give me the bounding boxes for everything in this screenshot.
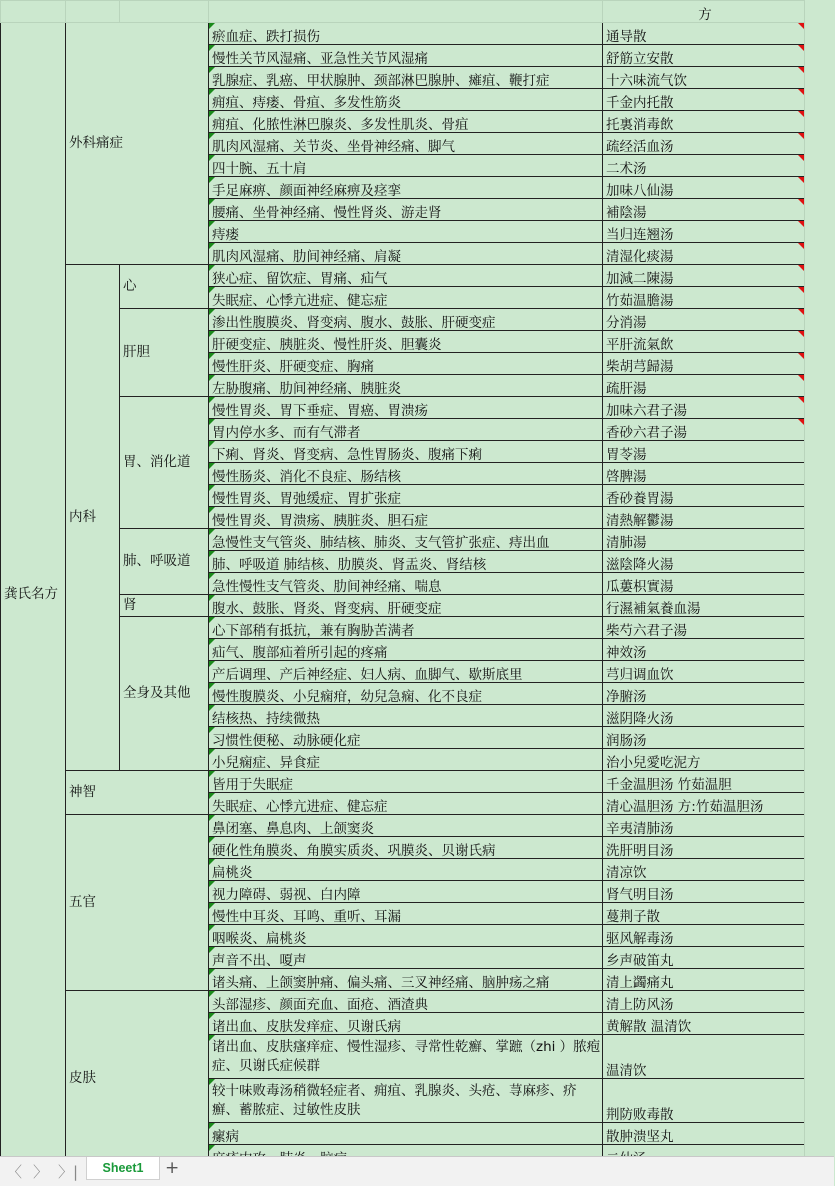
- subcategory-cell[interactable]: 肾: [120, 595, 209, 617]
- error-marker-icon: [209, 441, 215, 447]
- formula-cell[interactable]: [603, 89, 805, 111]
- error-marker-icon: [209, 727, 215, 733]
- symptom-cell[interactable]: [209, 705, 603, 727]
- symptom-text: 结核热、持续微热: [212, 710, 320, 727]
- symptom-text: 急性慢性支气管炎、肋间神经痛、喘息: [212, 578, 442, 595]
- formula-text: 千金内托散: [606, 94, 674, 111]
- symptom-text: 慢性腹膜炎、小兒痫疳，幼兒急痫、化不良症: [212, 688, 482, 705]
- error-marker-icon: [209, 265, 215, 271]
- symptom-text: 手足麻痹、颜面神经麻痹及痉挛: [212, 182, 401, 199]
- empty-cell[interactable]: [209, 1, 603, 23]
- symptom-cell[interactable]: [209, 507, 603, 529]
- formula-text: 平肝流氣飲: [606, 336, 674, 353]
- symptom-cell[interactable]: [209, 947, 603, 969]
- formula-text: 蔓荆子散: [606, 908, 660, 925]
- symptom-cell[interactable]: [209, 595, 603, 617]
- error-marker-icon: [209, 133, 215, 139]
- symptom-cell[interactable]: [209, 573, 603, 595]
- symptom-text: 诸出血、皮肤瘙痒症、慢性湿疹、寻常性乾癬、掌蹠（zhi ）脓疱症、贝谢氏症候群: [212, 1038, 601, 1074]
- formula-cell[interactable]: [603, 815, 805, 837]
- formula-text: 神效汤: [606, 644, 647, 661]
- symptom-text: 肝硬变症、胰脏炎、慢性肝炎、胆囊炎: [212, 336, 442, 353]
- error-marker-icon: [209, 837, 215, 843]
- formula-cell[interactable]: [603, 683, 805, 705]
- symptom-cell[interactable]: [209, 155, 603, 177]
- formula-cell[interactable]: [603, 155, 805, 177]
- formula-cell[interactable]: [603, 287, 805, 309]
- symptom-text: 腰痛、坐骨神经痛、慢性肾炎、游走肾: [212, 204, 442, 221]
- symptom-cell[interactable]: [209, 529, 603, 551]
- error-marker-icon: [209, 705, 215, 711]
- symptom-text: 慢性肝炎、肝硬变症、胸痛: [212, 358, 374, 375]
- symptom-text: 慢性胃炎、胃下垂症、胃癌、胃溃疡: [212, 402, 428, 419]
- formula-text: 加味六君子湯: [606, 402, 687, 419]
- formula-text: 舒筋立安散: [606, 50, 674, 67]
- symptom-text: 习惯性便秘、动脉硬化症: [212, 732, 361, 749]
- symptom-text: 痈疽、痔瘘、骨疽、多发性筋炎: [212, 94, 401, 111]
- category-cell[interactable]: 外科痛症: [66, 23, 209, 265]
- formula-text: 啓脾湯: [606, 468, 647, 485]
- subcategory-cell[interactable]: 肺、呼吸道: [120, 529, 209, 595]
- symptom-cell[interactable]: [209, 463, 603, 485]
- header-cell-fang[interactable]: 方: [603, 1, 805, 23]
- error-marker-icon: [209, 947, 215, 953]
- formula-cell[interactable]: [603, 111, 805, 133]
- symptom-text: 胃内停水多、而有气滞者: [212, 424, 361, 441]
- symptom-cell[interactable]: [209, 111, 603, 133]
- symptom-cell[interactable]: [209, 221, 603, 243]
- error-marker-icon: [209, 507, 215, 513]
- symptom-cell[interactable]: [209, 331, 603, 353]
- error-marker-icon: [209, 67, 215, 73]
- formula-text: 加味八仙湯: [606, 182, 674, 199]
- error-marker-icon: [209, 111, 215, 117]
- symptom-cell[interactable]: [209, 89, 603, 111]
- symptom-text: 硬化性角膜炎、角膜实质炎、巩膜炎、贝谢氏病: [212, 842, 496, 859]
- symptom-text: 较十味败毒汤稍微轻症者、痈疽、乳腺炎、头疮、荨麻疹、疥癬、蓄脓症、过敏性皮肤: [212, 1082, 577, 1118]
- symptom-text: 皆用于失眠症: [212, 776, 293, 793]
- formula-text: 十六味流气饮: [606, 72, 687, 89]
- symptom-text: 狭心症、留饮症、胃痛、疝气: [212, 270, 388, 287]
- error-marker-icon: [209, 529, 215, 535]
- error-marker-icon: [209, 287, 215, 293]
- symptom-text: 渗出性腹膜炎、肾变病、腹水、鼓胀、肝硬变症: [212, 314, 496, 331]
- error-marker-icon: [209, 155, 215, 161]
- formula-text: 千金温胆汤 竹茹温胆: [606, 776, 732, 793]
- error-marker-icon: [209, 749, 215, 755]
- error-marker-icon: [209, 793, 215, 799]
- empty-cell[interactable]: [1, 1, 66, 23]
- table-row: [1, 595, 805, 617]
- symptom-cell[interactable]: [209, 1013, 603, 1035]
- formula-cell[interactable]: [603, 837, 805, 859]
- symptom-cell[interactable]: [209, 1079, 603, 1123]
- formula-cell[interactable]: [603, 463, 805, 485]
- symptom-cell[interactable]: [209, 793, 603, 815]
- symptom-cell[interactable]: [209, 727, 603, 749]
- symptom-cell[interactable]: [209, 133, 603, 155]
- symptom-cell[interactable]: [209, 837, 603, 859]
- table-row: [1, 309, 805, 331]
- error-marker-icon: [209, 1013, 215, 1019]
- symptom-cell[interactable]: [209, 199, 603, 221]
- symptom-cell[interactable]: [209, 969, 603, 991]
- add-sheet-icon[interactable]: +: [165, 1158, 180, 1178]
- formula-text: 清心温胆汤 方:竹茹温胆汤: [606, 798, 764, 815]
- formula-text: 補陰湯: [606, 204, 647, 221]
- symptom-cell[interactable]: [209, 815, 603, 837]
- symptom-cell[interactable]: [209, 881, 603, 903]
- error-marker-icon: [209, 353, 215, 359]
- symptom-cell[interactable]: [209, 375, 603, 397]
- formula-text: 润肠汤: [606, 732, 647, 749]
- subcategory-cell[interactable]: 心: [120, 265, 209, 309]
- formula-cell[interactable]: [603, 309, 805, 331]
- symptom-text: 失眠症、心悸亢进症、健忘症: [212, 798, 388, 815]
- formula-cell[interactable]: [603, 397, 805, 419]
- formula-text: 疏经活血汤: [606, 138, 674, 155]
- table-row: [1, 991, 805, 1013]
- table-row: [1, 771, 805, 793]
- symptom-text: 诸头痛、上颌窦肿痛、偏头痛、三叉神经痛、脑肿疡之痛: [212, 974, 550, 991]
- formula-cell[interactable]: [603, 1013, 805, 1035]
- symptom-text: 头部湿疹、颜面充血、面疮、酒渣典: [212, 996, 428, 1013]
- error-marker-icon: [209, 639, 215, 645]
- error-marker-icon: [209, 969, 215, 975]
- symptom-cell[interactable]: [209, 771, 603, 793]
- formula-cell[interactable]: [603, 793, 805, 815]
- formula-cell[interactable]: [603, 1079, 805, 1123]
- error-marker-icon: [209, 89, 215, 95]
- symptom-cell[interactable]: [209, 397, 603, 419]
- formula-cell[interactable]: [603, 639, 805, 661]
- last-sheet-icon[interactable]: 〉|: [58, 1163, 79, 1181]
- error-marker-icon: [209, 1123, 215, 1129]
- symptom-text: 慢性胃炎、胃弛缓症、胃扩张症: [212, 490, 401, 507]
- formula-text: 清上防风汤: [606, 996, 674, 1013]
- symptom-text: 慢性中耳炎、耳鸣、重听、耳漏: [212, 908, 401, 925]
- error-marker-icon: [209, 661, 215, 667]
- formula-text: 通导散: [606, 28, 647, 45]
- formula-cell[interactable]: [603, 221, 805, 243]
- symptom-text: 疝气、腹部疝着所引起的疼痛: [212, 644, 388, 661]
- next-sheet-icon[interactable]: 〉: [33, 1163, 49, 1181]
- symptom-text: 诸出血、皮肤发痒症、贝谢氏病: [212, 1018, 401, 1035]
- formula-text: 清上蠲痛丸: [606, 974, 674, 991]
- symptom-text: 扁桃炎: [212, 864, 253, 881]
- symptom-text: 小兒痫症、异食症: [212, 754, 320, 771]
- symptom-cell[interactable]: [209, 67, 603, 89]
- formula-cell[interactable]: [603, 353, 805, 375]
- category-cell[interactable]: 五官: [66, 815, 209, 991]
- column-f[interactable]: [804, 0, 835, 1156]
- formula-text: 分消湯: [606, 314, 647, 331]
- error-marker-icon: [209, 419, 215, 425]
- error-marker-icon: [209, 485, 215, 491]
- formula-text: 当归连翘汤: [606, 226, 674, 243]
- error-marker-icon: [209, 1145, 215, 1151]
- symptom-cell[interactable]: [209, 1123, 603, 1145]
- formula-cell[interactable]: [603, 133, 805, 155]
- formula-cell[interactable]: [603, 265, 805, 287]
- symptom-text: 咽喉炎、扁桃炎: [212, 930, 307, 947]
- error-marker-icon: [209, 573, 215, 579]
- formula-cell[interactable]: [603, 199, 805, 221]
- formula-cell[interactable]: [603, 969, 805, 991]
- formula-text: 驱风解毒汤: [606, 930, 674, 947]
- header-row: [1, 1, 805, 23]
- formula-cell[interactable]: [603, 705, 805, 727]
- category-cell[interactable]: 神智: [66, 771, 209, 815]
- symptom-text: 慢性胃炎、胃溃疡、胰脏炎、胆石症: [212, 512, 428, 529]
- formula-cell[interactable]: [603, 419, 805, 441]
- table-row: [1, 529, 805, 551]
- formula-text: 净腑汤: [606, 688, 647, 705]
- formula-text: 香砂六君子湯: [606, 424, 687, 441]
- table-row: [1, 23, 805, 45]
- error-marker-icon: [209, 771, 215, 777]
- formula-cell[interactable]: [603, 331, 805, 353]
- formula-text: 托裏消毒飲: [606, 116, 674, 133]
- formula-cell[interactable]: [603, 903, 805, 925]
- symptom-text: 四十腕、五十肩: [212, 160, 307, 177]
- formula-cell[interactable]: [603, 859, 805, 881]
- symptom-text: 失眠症、心悸亢进症、健忘症: [212, 292, 388, 309]
- symptom-text: 痈疽、化脓性淋巴腺炎、多发性肌炎、骨疽: [212, 116, 469, 133]
- formula-cell[interactable]: [603, 881, 805, 903]
- error-marker-icon: [209, 881, 215, 887]
- symptom-cell[interactable]: [209, 551, 603, 573]
- error-marker-icon: [209, 551, 215, 557]
- symptom-cell[interactable]: [209, 243, 603, 265]
- formula-text: 清肺湯: [606, 534, 647, 551]
- symptom-text: 瘀血症、跌打损伤: [212, 28, 320, 45]
- error-marker-icon: [209, 617, 215, 623]
- symptom-cell[interactable]: [209, 1035, 603, 1079]
- symptom-cell[interactable]: [209, 639, 603, 661]
- formula-text: 行濕補氣養血湯: [606, 600, 701, 617]
- symptom-text: 慢性肠炎、消化不良症、肠结核: [212, 468, 401, 485]
- category-cell[interactable]: 内科: [66, 265, 120, 771]
- error-marker-icon: [209, 925, 215, 931]
- formula-text: 治小兒愛吃泥方: [606, 754, 701, 771]
- sheet-tab-bar: [0, 1156, 834, 1186]
- table-row: [1, 815, 805, 837]
- first-sheet-icon[interactable]: 〈: [7, 1163, 23, 1181]
- symptom-cell[interactable]: [209, 45, 603, 67]
- symptom-text: 下痢、肾炎、肾变病、急性胃肠炎、腹痛下痢: [212, 446, 482, 463]
- formula-cell[interactable]: [603, 45, 805, 67]
- category-cell[interactable]: 皮肤: [66, 991, 209, 1167]
- symptom-text: 左胁腹痛、肋间神经痛、胰脏炎: [212, 380, 401, 397]
- table-row: [1, 265, 805, 287]
- formula-text: 柴芍六君子湯: [606, 622, 687, 639]
- symptom-text: 肌肉风湿痛、肋间神经痛、肩凝: [212, 248, 401, 265]
- error-marker-icon: [209, 331, 215, 337]
- error-marker-icon: [209, 595, 215, 601]
- symptom-cell[interactable]: [209, 749, 603, 771]
- symptom-text: 肺、呼吸道 肺结核、肋膜炎、肾盂炎、肾结核: [212, 556, 487, 573]
- error-marker-icon: [209, 991, 215, 997]
- formula-text: 滋陰降火湯: [606, 556, 674, 573]
- symptom-text: 鼻闭塞、鼻息肉、上颌窦炎: [212, 820, 374, 837]
- symptom-cell[interactable]: [209, 353, 603, 375]
- symptom-cell[interactable]: [209, 441, 603, 463]
- formula-text: 黄解散 温清饮: [606, 1018, 692, 1035]
- symptom-cell[interactable]: [209, 683, 603, 705]
- symptom-cell[interactable]: [209, 991, 603, 1013]
- subcategory-cell[interactable]: 肝胆: [120, 309, 209, 397]
- formula-cell[interactable]: [603, 375, 805, 397]
- formula-text: 胃苓湯: [606, 446, 647, 463]
- symptom-cell[interactable]: [209, 177, 603, 199]
- error-marker-icon: [209, 683, 215, 689]
- symptom-cell[interactable]: [209, 265, 603, 287]
- error-marker-icon: [209, 45, 215, 51]
- sheet-tab-sheet1[interactable]: Sheet1: [86, 1157, 160, 1180]
- symptom-cell[interactable]: [209, 925, 603, 947]
- symptom-cell[interactable]: [209, 419, 603, 441]
- symptom-text: 心下部稍有抵抗，兼有胸胁苦满者: [212, 622, 415, 639]
- formula-text: 二术汤: [606, 160, 647, 177]
- formula-cell[interactable]: [603, 947, 805, 969]
- symptom-text: 产后调理、产后神经症、妇人病、血脚气、歇斯底里: [212, 666, 523, 683]
- formula-cell[interactable]: [603, 243, 805, 265]
- formula-text: 疏肝湯: [606, 380, 647, 397]
- formula-cell[interactable]: [603, 727, 805, 749]
- error-marker-icon: [209, 815, 215, 821]
- table-row: [1, 397, 805, 419]
- formula-cell[interactable]: [603, 1035, 805, 1079]
- formula-cell[interactable]: [603, 23, 805, 45]
- formula-text: 芎归调血饮: [606, 666, 674, 683]
- symptom-text: 视力障碍、弱视、白内障: [212, 886, 361, 903]
- formula-text: 温清饮: [606, 1062, 647, 1079]
- symptom-cell[interactable]: [209, 617, 603, 639]
- formula-cell[interactable]: [603, 485, 805, 507]
- formula-cell[interactable]: [603, 1123, 805, 1145]
- error-marker-icon: [209, 903, 215, 909]
- formula-cell[interactable]: [603, 595, 805, 617]
- empty-cell[interactable]: [120, 1, 209, 23]
- formula-text: 辛夷清肺汤: [606, 820, 674, 837]
- formula-text: 散肿溃坚丸: [606, 1128, 674, 1145]
- formula-text: 乡声破笛丸: [606, 952, 674, 969]
- symptom-cell[interactable]: [209, 287, 603, 309]
- formula-text: 滋阴降火汤: [606, 710, 674, 727]
- symptom-cell[interactable]: [209, 309, 603, 331]
- formula-text: 清湿化痰湯: [606, 248, 674, 265]
- formula-text: 竹茹温膽湯: [606, 292, 674, 309]
- subcategory-cell[interactable]: 胃、消化道: [120, 397, 209, 529]
- table-row: [1, 617, 805, 639]
- formula-cell[interactable]: [603, 441, 805, 463]
- symptom-text: 瘰病: [212, 1128, 239, 1145]
- formula-text: 肾气明目汤: [606, 886, 674, 903]
- symptom-text: 肌肉风湿痛、关节炎、坐骨神经痛、脚气: [212, 138, 455, 155]
- formula-cell[interactable]: [603, 925, 805, 947]
- symptom-text: 急慢性支气管炎、肺结核、肺炎、支气管扩张症、痔出血: [212, 534, 550, 551]
- error-marker-icon: [209, 199, 215, 205]
- symptom-text: 声音不出、嗄声: [212, 952, 307, 969]
- error-marker-icon: [209, 859, 215, 865]
- symptom-cell[interactable]: [209, 23, 603, 45]
- error-marker-icon: [209, 221, 215, 227]
- error-marker-icon: [209, 243, 215, 249]
- symptom-cell[interactable]: [209, 903, 603, 925]
- symptom-text: 乳腺症、乳癌、甲状腺肿、颈部淋巴腺肿、瘫疽、鞭打症: [212, 72, 550, 89]
- formula-cell[interactable]: [603, 771, 805, 793]
- subcategory-cell[interactable]: 全身及其他: [120, 617, 209, 771]
- formula-cell[interactable]: [603, 617, 805, 639]
- error-marker-icon: [209, 375, 215, 381]
- formula-cell[interactable]: [603, 551, 805, 573]
- formula-cell[interactable]: [603, 177, 805, 199]
- error-marker-icon: [209, 1035, 215, 1041]
- error-marker-icon: [209, 463, 215, 469]
- symptom-cell[interactable]: [209, 661, 603, 683]
- symptom-cell[interactable]: [209, 485, 603, 507]
- formula-text: 清凉饮: [606, 864, 647, 881]
- symptom-cell[interactable]: [209, 859, 603, 881]
- formula-cell[interactable]: [603, 507, 805, 529]
- formula-cell[interactable]: [603, 749, 805, 771]
- error-marker-icon: [209, 1079, 215, 1085]
- error-marker-icon: [209, 309, 215, 315]
- formula-text: 加減二陳湯: [606, 270, 674, 287]
- error-marker-icon: [209, 177, 215, 183]
- error-marker-icon: [209, 397, 215, 403]
- formula-text: 柴胡芎歸湯: [606, 358, 674, 375]
- formula-cell[interactable]: [603, 661, 805, 683]
- formula-text: 清熱解鬱湯: [606, 512, 674, 529]
- symptom-text: 痔瘘: [212, 226, 239, 243]
- symptom-text: 慢性关节风湿痛、亚急性关节风湿痛: [212, 50, 428, 67]
- root-label[interactable]: 龚氏名方: [1, 23, 66, 1167]
- formula-text: 瓜蔞枳實湯: [606, 578, 674, 595]
- formula-cell[interactable]: [603, 67, 805, 89]
- error-marker-icon: [209, 23, 215, 29]
- formula-text: 洗肝明目汤: [606, 842, 674, 859]
- formula-cell[interactable]: [603, 991, 805, 1013]
- symptom-text: 腹水、鼓胀、肾炎、肾变病、肝硬变症: [212, 600, 442, 617]
- formula-text: 香砂養胃湯: [606, 490, 674, 507]
- formula-cell[interactable]: [603, 573, 805, 595]
- formula-text: 荆防败毒散: [606, 1106, 674, 1123]
- formula-cell[interactable]: [603, 529, 805, 551]
- empty-cell[interactable]: [66, 1, 120, 23]
